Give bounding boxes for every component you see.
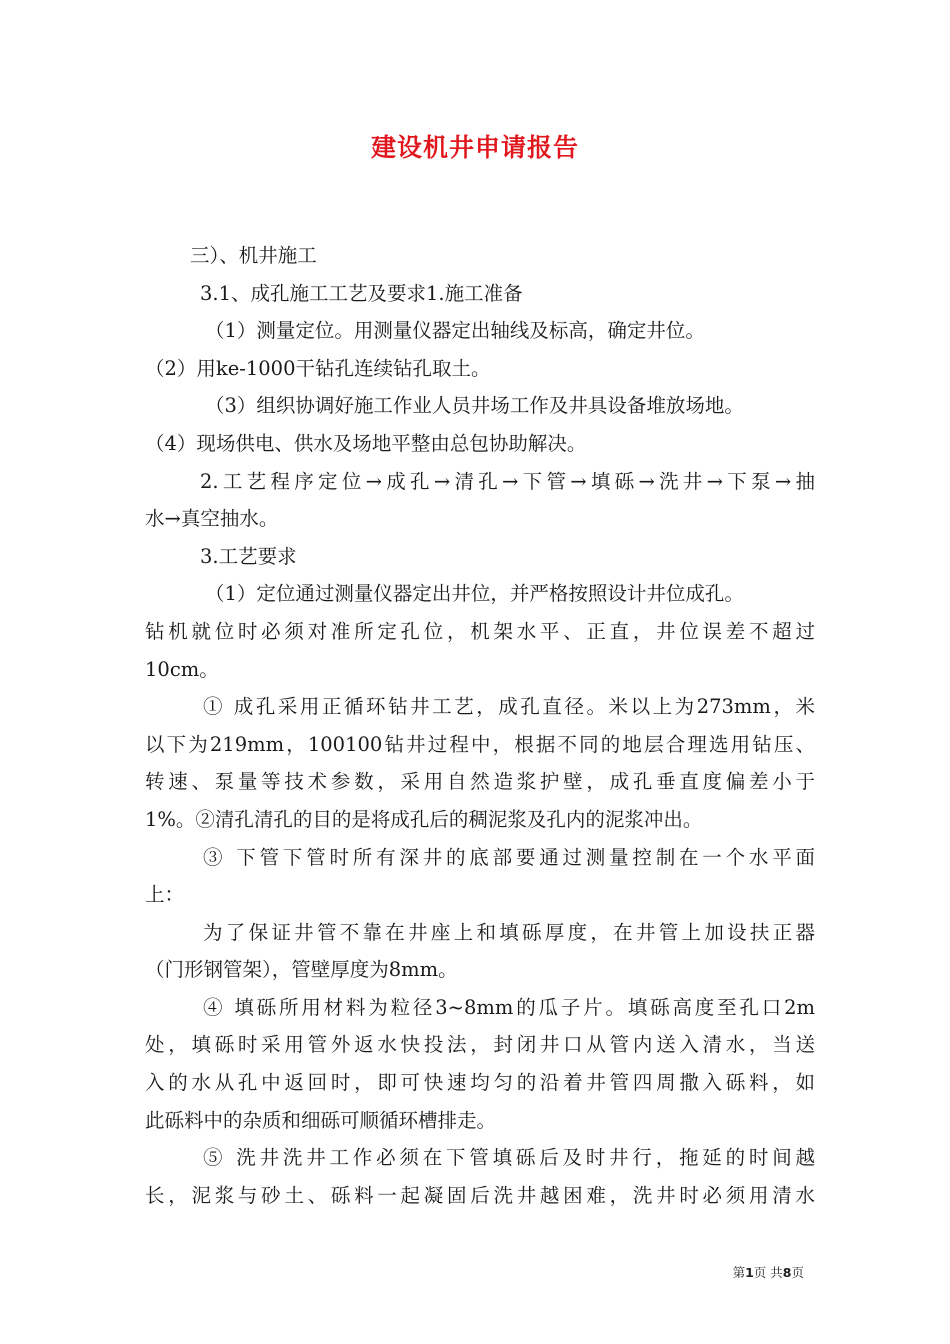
subsection-heading: 3.工艺要求 — [200, 544, 297, 568]
paragraph-line: 入的水从孔中返回时，即可快速均匀的沿着井管四周撒入砾料，如 — [145, 1071, 815, 1095]
footer-prefix: 第 — [732, 1265, 746, 1280]
paragraph-line: 以下为219mm，100100钻井过程中，根据不同的地层合理选用钻压、 — [145, 732, 815, 756]
page-number-footer — [733, 1264, 804, 1282]
paragraph-line: （门形钢管架），管壁厚度为8mm。 — [145, 958, 458, 982]
footer-middle: 页 共 — [753, 1265, 783, 1280]
paragraph-line: ① 成孔采用正循环钻井工艺，成孔直径。米以上为273mm，米 — [203, 695, 815, 719]
paragraph-line: （1）定位通过测量仪器定出井位，并严格按照设计井位成孔。 — [205, 582, 744, 606]
paragraph-line: 1%。②清孔清孔的目的是将成孔后的稠泥浆及孔内的泥浆冲出。 — [145, 807, 703, 831]
section-heading: 三）、机井施工 — [190, 244, 317, 267]
document-body — [145, 237, 815, 1214]
paragraph-line: 处，填砾时采用管外返水快投法，封闭井口从管内送入清水，当送 — [145, 1033, 815, 1057]
paragraph-line: 水→真空抽水。 — [145, 507, 279, 531]
paragraph-line: 上： — [145, 883, 185, 907]
paragraph-line: 长，泥浆与砂土、砾料一起凝固后洗井越困难，洗井时必须用清水 — [145, 1183, 815, 1207]
footer-suffix: 页 — [791, 1265, 804, 1280]
paragraph-line: ⑤ 洗井洗井工作必须在下管填砾后及时井行，拖延的时间越 — [203, 1146, 815, 1170]
paragraph-line: ④ 填砾所用材料为粒径3~8mm的瓜子片。填砾高度至孔口2m — [203, 995, 815, 1019]
document-title: 建设机井申请报告 — [370, 133, 579, 162]
paragraph-line: （3）组织协调好施工作业人员井场工作及井具设备堆放场地。 — [205, 394, 744, 418]
paragraph-line: 此砾料中的杂质和细砾可顺循环槽排走。 — [145, 1108, 497, 1132]
current-page-number: 1 — [745, 1265, 754, 1280]
paragraph-line: （4）现场供电、供水及场地平整由总包协助解决。 — [145, 431, 587, 455]
paragraph-line: （2）用ke-1000干钻孔连续钻孔取土。 — [145, 356, 491, 380]
paragraph-line: 10cm。 — [145, 657, 219, 681]
paragraph-line: ③ 下管下管时所有深井的底部要通过测量控制在一个水平面 — [203, 845, 815, 869]
paragraph-line: 2.工艺程序定位→成孔→清孔→下管→填砾→洗井→下泵→抽 — [200, 469, 815, 493]
subsection-heading: 3.1、成孔施工工艺及要求1.施工准备 — [200, 281, 523, 305]
paragraph-line: 钻机就位时必须对准所定孔位，机架水平、正直，井位误差不超过 — [145, 619, 815, 643]
total-page-number: 8 — [782, 1265, 792, 1280]
paragraph-line: 转速、泵量等技术参数，采用自然造浆护壁，成孔垂直度偏差小于 — [145, 770, 815, 794]
paragraph-line: （1）测量定位。用测量仪器定出轴线及标高，确定井位。 — [205, 319, 705, 343]
paragraph-line: 为了保证井管不靠在井座上和填砾厚度，在井管上加设扶正器 — [203, 920, 815, 944]
